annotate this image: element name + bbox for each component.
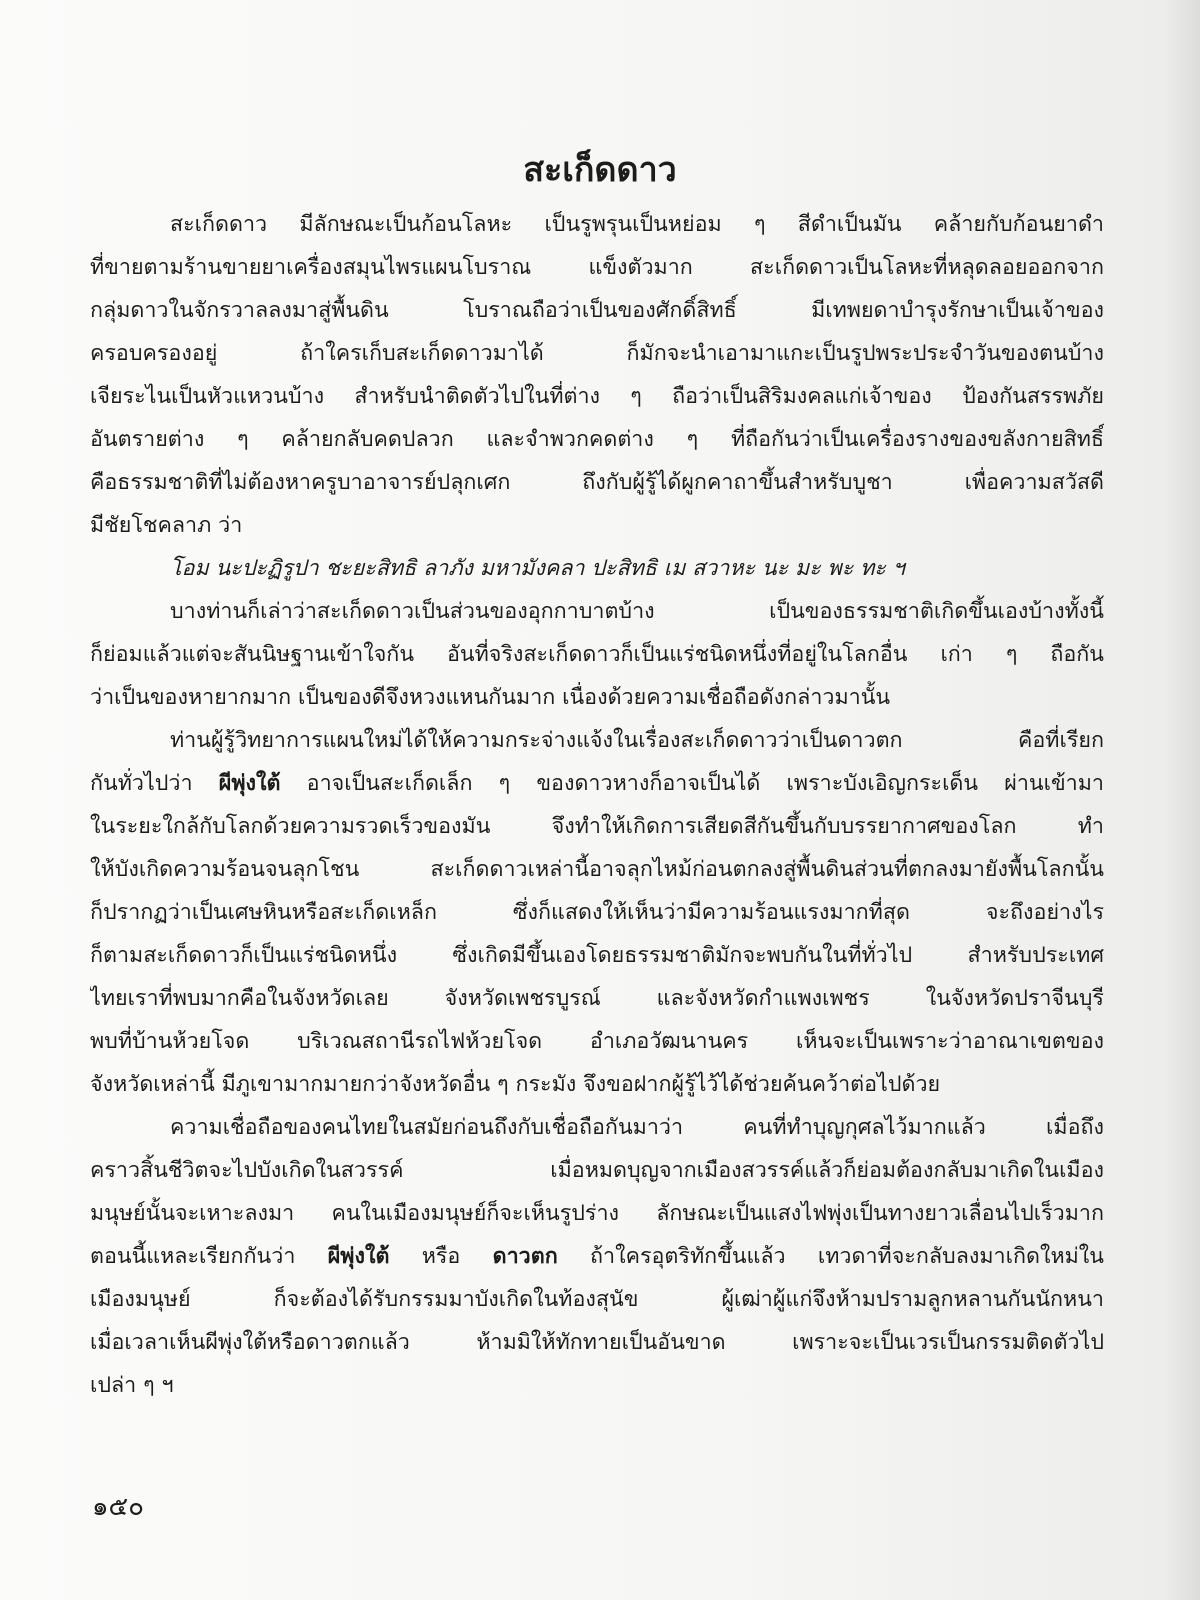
para4-line-3: มนุษย์นั้นจะเหาะลงมา คนในเมืองมนุษย์ก็จะเห็นรูปร่าง ลักษณะเป็นแสงไฟพุ่งเป็นทางยาวเลื่อนไปเร็วมาก	[90, 1201, 1104, 1226]
para3-line-2	[90, 762, 1104, 805]
para3-line-9: จังหวัดเหล่านี้ มีภูเขามากมายกว่าจังหวัดอื่น ๆ กระมัง จึงขอฝากผู้รู้ไว้ได้ช่วยค้นคว้าต่อไปด้วย	[90, 1072, 941, 1097]
para4-line-2: คราวสิ้นชีวิตจะไปบังเกิดในสวรรค์ เมื่อหมดบุญจากเมืองสวรรค์แล้วก็ย่อมต้องกลับมาเกิดในเมือง	[90, 1158, 1104, 1183]
para3-line-7: ไทยเราที่พบมากคือในจังหวัดเลย จังหวัดเพชรบูรณ์ และจังหวัดกำแพงเพชร ในจังหวัดปราจีนบุรี	[90, 986, 1104, 1011]
phi-phung-tai-term: ผีพุ่งใต้	[218, 771, 281, 796]
para1-line-1: สะเก็ดดาว มีลักษณะเป็นก้อนโลหะ เป็นรูพรุนเป็นหย่อม ๆ สีดำเป็นมัน คล้ายกับก้อนยาดำ	[170, 212, 1104, 237]
para1-line-7: คือธรรมชาติที่ไม่ต้องหาครูบาอาจารย์ปลุกเศก ถึงกับผู้รู้ได้ผูกคาถาขึ้นสำหรับบูชา เพื่อความสวัสดี	[90, 470, 1104, 495]
para1-line-6: อันตรายต่าง ๆ คล้ายกลับคดปลวก และจำพวกคดต่าง ๆ ที่ถือกันว่าเป็นเครื่องรางของขลังกายสิทธิ์	[90, 427, 1104, 452]
para3-line-3: ในระยะใกล้กับโลกด้วยความรวดเร็วของมัน จึงทำให้เกิดการเสียดสีกันขึ้นกับบรรยากาศของโลก ทำ	[90, 814, 1104, 839]
dao-tok-term: ดาวตก	[492, 1244, 558, 1269]
para4-line-5: เมืองมนุษย์ ก็จะต้องได้รับกรรมมาบังเกิดในท้องสุนัข ผู้เฒ่าผู้แก่จึงห้ามปรามลูกหลานกันนักหนา	[90, 1287, 1104, 1312]
para4-line-4	[90, 1235, 1104, 1278]
para4-line-1: ความเชื่อถือของคนไทยในสมัยก่อนถึงกับเชื่อถือกันมาว่า คนที่ทำบุญกุศลไว้มากแล้ว เมื่อถึง	[170, 1115, 1104, 1140]
para3-line-6: ก็ตามสะเก็ดดาวก็เป็นแร่ชนิดหนึ่ง ซึ่งเกิดมีขึ้นเองโดยธรรมชาติมักจะพบกันในที่ทั่วไป สำหรับประเทศ	[90, 943, 1104, 968]
para3-line-4: ให้บังเกิดความร้อนจนลุกโชน สะเก็ดดาวเหล่านี้อาจลุกไหม้ก่อนตกลงสู่พื้นดินส่วนที่ตกลงมายังพื้นโลกนั้น	[90, 857, 1104, 882]
para3-line-5: ก็ปรากฏว่าเป็นเศษหินหรือสะเก็ดเหล็ก ซึ่งก็แสดงให้เห็นว่ามีความร้อนแรงมากที่สุด จะถึงอย่างไร	[90, 900, 1104, 925]
phi-phung-tai-term-2: ผีพุ่งใต้	[327, 1244, 390, 1269]
body-text	[90, 203, 1104, 1407]
para2-line-2: ก็ย่อมแล้วแต่จะสันนิษฐานเข้าใจกัน อันที่จริงสะเก็ดดาวก็เป็นแร่ชนิดหนึ่งที่อยู่ในโลกอื่น เก่า ๆ ถือกัน	[90, 642, 1104, 667]
incantation-line: โอม นะปะฏิรูปา ชะยะสิทธิ ลาภัง มหามังคลา ปะสิทธิ เม สวาหะ นะ มะ พะ ทะ ฯ	[170, 556, 905, 581]
para3-line-2-start: กันทั่วไปว่า	[90, 771, 193, 796]
para4-line-4-or: หรือ	[421, 1244, 461, 1269]
para3-line-8: พบที่บ้านห้วยโจด บริเวณสถานีรถไฟห้วยโจด อำเภอวัฒนานคร เห็นจะเป็นเพราะว่าอาณาเขตของ	[90, 1029, 1104, 1054]
para4-line-7: เปล่า ๆ ฯ	[90, 1373, 174, 1398]
para3-line-1: ท่านผู้รู้วิทยาการแผนใหม่ได้ให้ความกระจ่างแจ้งในเรื่องสะเก็ดดาวว่าเป็นดาวตก คือที่เรียก	[170, 728, 1104, 753]
para2-line-1: บางท่านก็เล่าว่าสะเก็ดดาวเป็นส่วนของอุกกาบาตบ้าง เป็นของธรรมชาติเกิดขึ้นเองบ้างทั้งนี้	[170, 599, 1104, 624]
para4-line-4-start: ตอนนี้แหละเรียกกันว่า	[90, 1244, 296, 1269]
para1-line-2: ที่ขายตามร้านขายยาเครื่องสมุนไพรแผนโบราณ แข็งตัวมาก สะเก็ดดาวเป็นโลหะที่หลุดลอยออกจาก	[90, 255, 1104, 280]
para1-line-3: กลุ่มดาวในจักรวาลลงมาสู่พื้นดิน โบราณถือว่าเป็นของศักดิ์สิทธิ์ มีเทพยดาบำรุงรักษาเป็นเจ้าของ	[90, 298, 1104, 323]
para3-line-2-end: อาจเป็นสะเก็ดเล็ก ๆ ของดาวหางก็อาจเป็นได้ เพราะบังเอิญกระเด็น ผ่านเข้ามา	[306, 771, 1104, 796]
para1-line-8: มีชัยโชคลาภ ว่า	[90, 513, 243, 538]
page-title: สะเก็ดดาว	[523, 150, 677, 190]
para2-line-3: ว่าเป็นของหายากมาก เป็นของดีจึงหวงแหนกันมาก เนื่องด้วยความเชื่อถือดังกล่าวมานั้น	[90, 685, 891, 710]
para1-line-4: ครอบครองอยู่ ถ้าใครเก็บสะเก็ดดาวมาได้ ก็มักจะนำเอามาแกะเป็นรูปพระประจำวันของตนบ้าง	[90, 341, 1104, 366]
para1-line-5: เจียระไนเป็นหัวแหวนบ้าง สำหรับนำติดตัวไปในที่ต่าง ๆ ถือว่าเป็นสิริมงคลแก่เจ้าของ ป้องกันสรรพภัย	[90, 384, 1104, 409]
para4-line-4-end: ถ้าใครอุตริทักขึ้นแล้ว เทวดาที่จะกลับลงมาเกิดใหม่ใน	[590, 1244, 1104, 1269]
para4-line-6: เมื่อเวลาเห็นผีพุ่งใต้หรือดาวตกแล้ว ห้ามมิให้ทักทายเป็นอันขาด เพราะจะเป็นเวรเป็นกรรมติดตัวไป	[90, 1330, 1104, 1355]
page-number: ๑๕๐	[92, 1492, 145, 1522]
